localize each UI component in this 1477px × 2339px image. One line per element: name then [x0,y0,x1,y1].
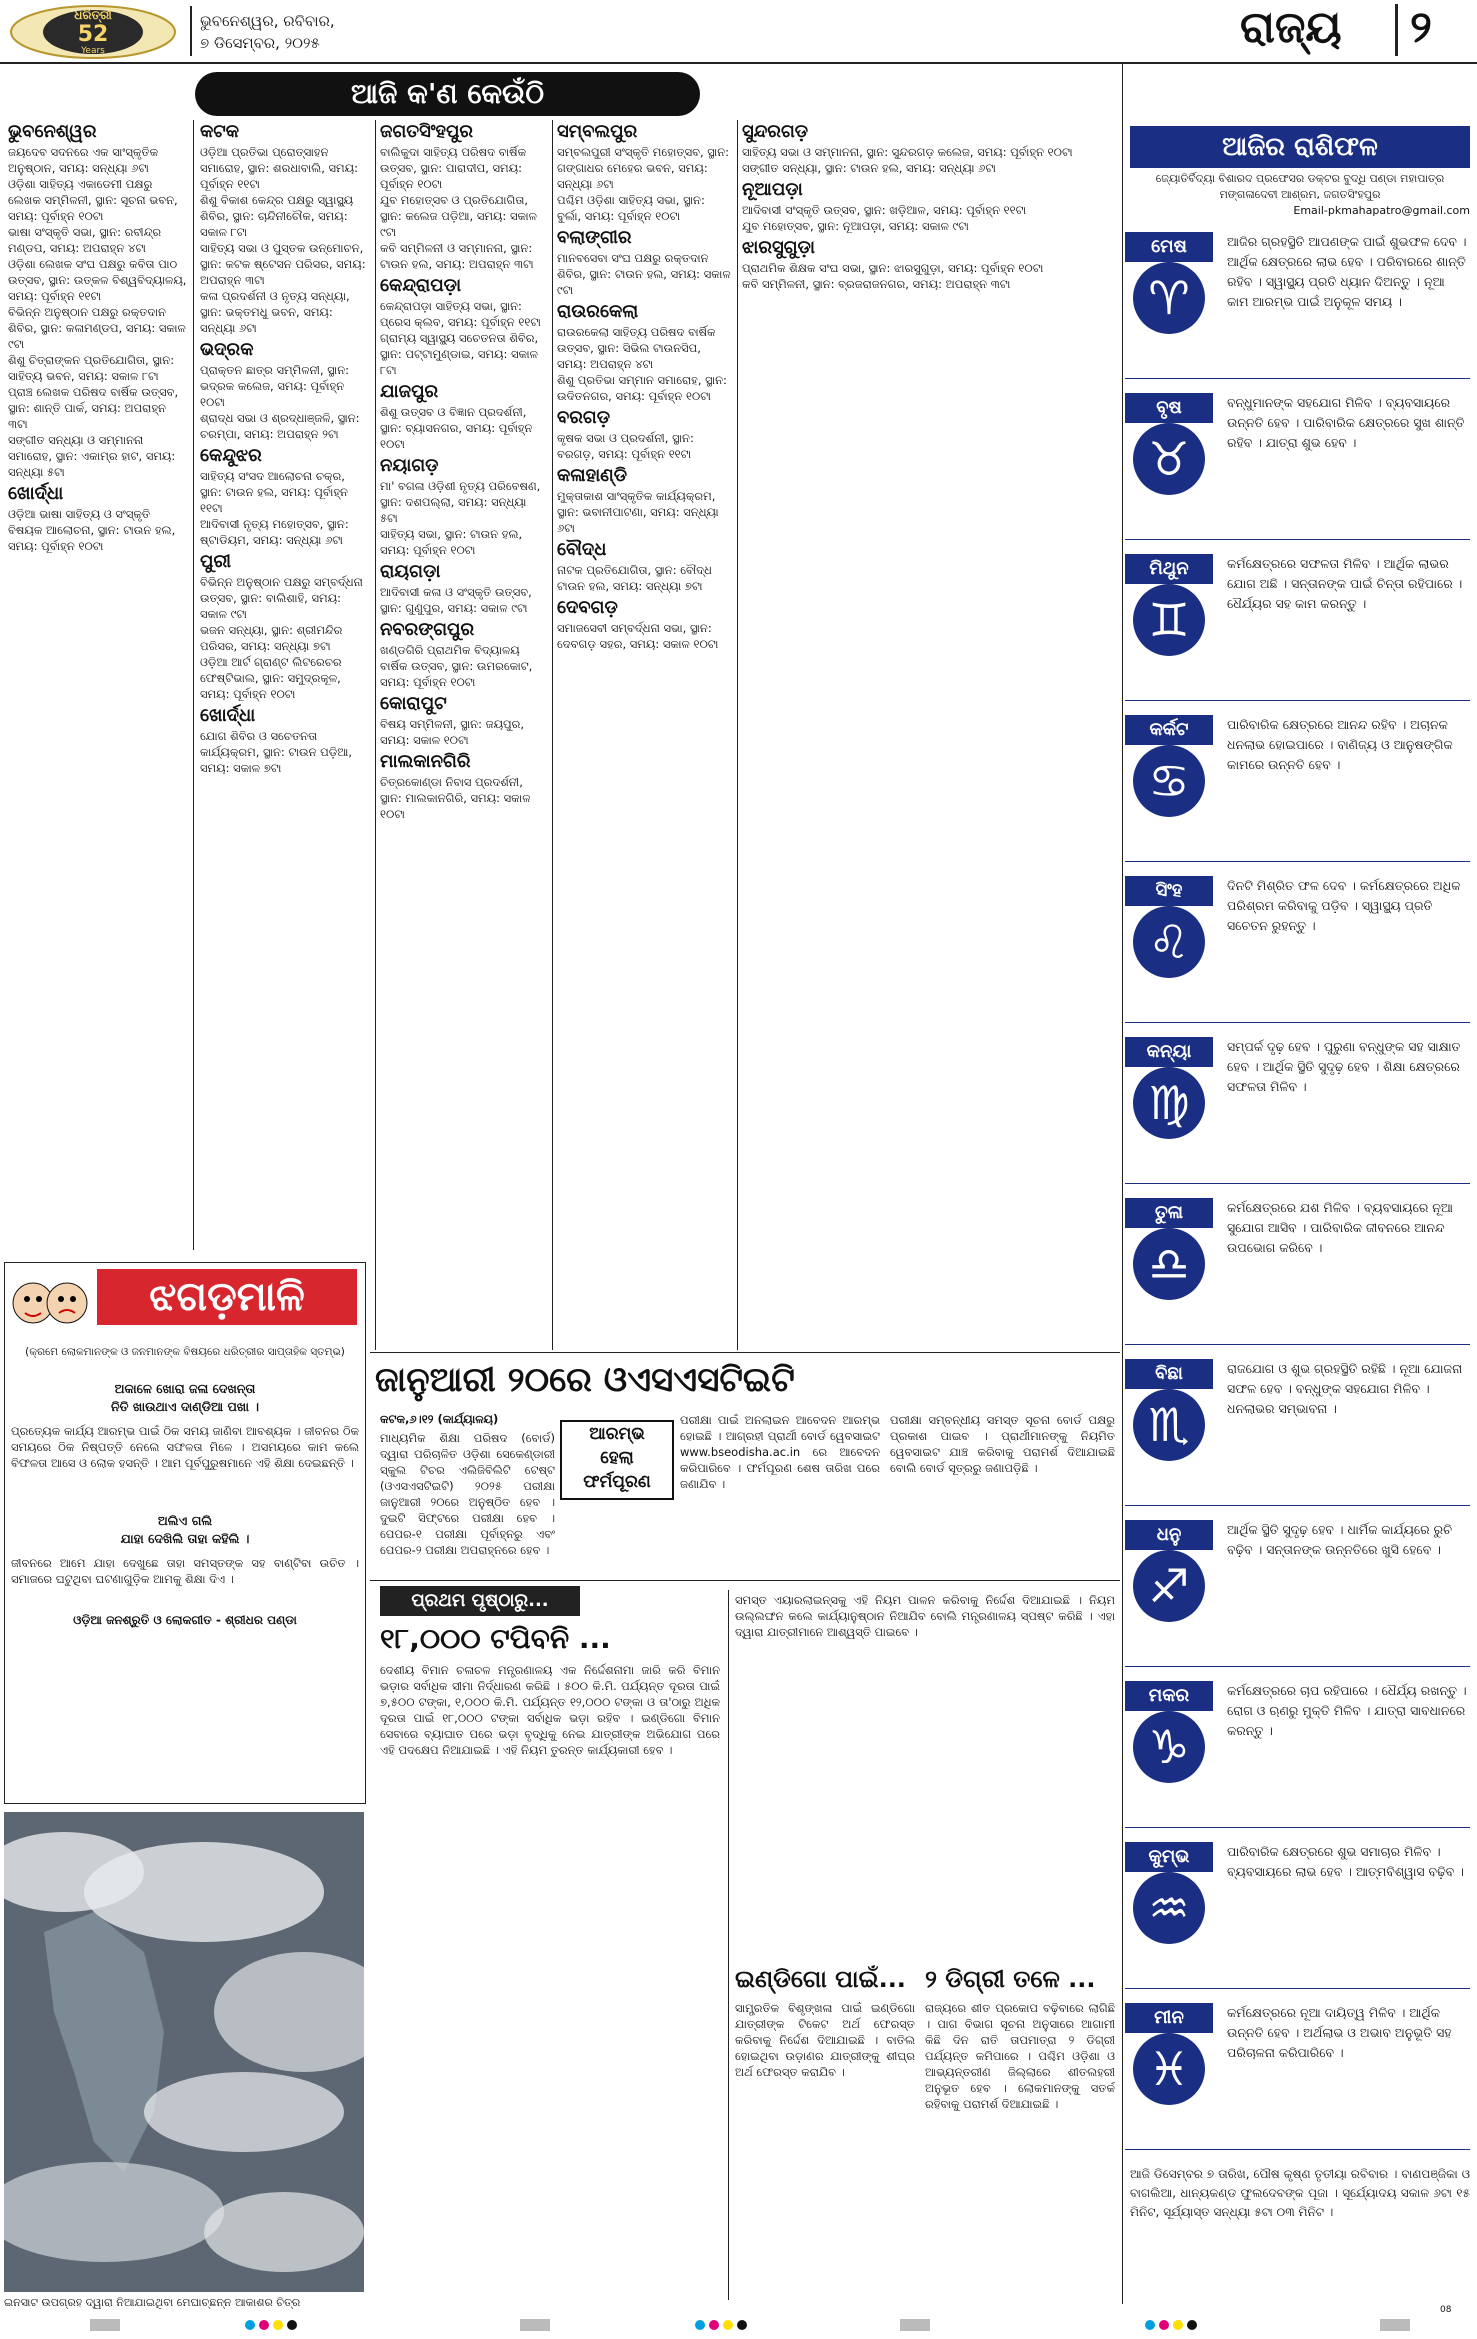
zodiac-forecast-text: ବନ୍ଧୁମାନଙ୍କ ସହଯୋଗ ମିଳିବ । ବ୍ୟବସାୟରେ ଉନ୍ନତି ହେବ । ପାରିବାରିକ କ୍ଷେତ୍ରରେ ସୁଖ ଶାନ୍ତି ରହିବ । ଯାତ୍ରା ଶୁଭ ହେବ । [1227,395,1465,450]
event-city-heading: ବଲାଙ୍ଗୀର [557,227,632,248]
event-item: ଓଡ଼ିଶା ସାହିତ୍ୟ ଏକାଡେମୀ ପକ୍ଷରୁ ଲେଖକ ସମ୍ମିଳନୀ, ସ୍ଥାନ: ସୂଚନା ଭବନ, ସମୟ: ପୂର୍ବାହ୍ନ ୧୦ଟା [8,177,178,223]
zodiac-entry [1125,1838,1475,1988]
event-item: ଶ୍ରାଦ୍ଧ ସଭା ଓ ଶ୍ରଦ୍ଧାଞ୍ଜଳି, ସ୍ଥାନ: ଚରମ୍ପା, ସମୟ: ଅପରାହ୍ନ ୨ଟା [200,411,360,441]
zodiac-entry [1125,1677,1475,1827]
jhagadamali-body: ପ୍ରତ୍ୟେକ କାର୍ଯ୍ୟ ଆରମ୍ଭ ପାଇଁ ଠିକ ସମୟ ଜାଣିବା ଆବଶ୍ୟକ । ଜୀବନର ଠିକ ସମୟରେ ଠିକ ନିଷ୍ପତ୍ତି ନେଲେ ସଫଳତା ମିଳେ । ଅସମୟରେ କାମ କଲେ ବିଫଳତା ଆସେ ଓ ଲୋକ ହସନ୍ତି । ଆମ ପୂର୍ବପୁରୁଷମାନେ ଏହି ଶିକ୍ଷା ଦେଇଛନ୍ତି । [11,1424,359,1470]
zodiac-name-label: କୁମ୍ଭ [1125,1842,1213,1872]
jhagadamali-title: ଝଗଡ଼ମାଳି [97,1269,357,1325]
event-item: ଓଡ଼ିଶା ଲେଖକ ସଂଘ ପକ୍ଷରୁ କବିତା ପାଠ ଉତ୍ସବ, ସ୍ଥାନ: ଉତ୍କଳ ବିଶ୍ୱବିଦ୍ୟାଳୟ, ସମୟ: ପୂର୍ବାହ୍ନ ୧୧ଟା [8,257,187,303]
event-item: ଭାଷା ସଂସ୍କୃତି ସଭା, ସ୍ଥାନ: ରବୀନ୍ଦ୍ର ମଣ୍ଡପ, ସମୟ: ଅପରାହ୍ନ ୪ଟା [8,225,162,255]
event-item: ମୁକ୍ତାକାଶ ସାଂସ୍କୃତିକ କାର୍ଯ୍ୟକ୍ରମ, ସ୍ଥାନ: ଭବାନୀପାଟଣା, ସମୟ: ସନ୍ଧ୍ୟା ୬ଟା [557,489,719,535]
osstet-box-line3: ଫର୍ମପୂରଣ [583,1472,651,1492]
event-city-heading: ପୁରୀ [200,551,232,572]
event-item: କେନ୍ଦ୍ରାପଡ଼ା ସାହିତ୍ୟ ସଭା, ସ୍ଥାନ: ପ୍ରେସ କ୍ଲବ, ସମୟ: ପୂର୍ବାହ୍ନ ୧୧ଟା [380,299,541,329]
event-city-heading: ନୂଆପଡ଼ା [742,179,803,200]
event-city-heading: ସମ୍ବଲପୁର [557,121,638,142]
event-city-heading: ବୌଦ୍ଧ [557,539,607,560]
zodiac-sign-icon: ♋ [1133,745,1205,817]
event-item: କଳା ପ୍ରଦର୍ଶନୀ ଓ ନୃତ୍ୟ ସନ୍ଧ୍ୟା, ସ୍ଥାନ: ଭକ୍ତମଧୁ ଭବନ, ସମୟ: ସନ୍ଧ୍ୟା ୬ଟା [200,289,350,335]
zodiac-name-label: ମୀନ [1125,2003,1213,2033]
event-city-heading: କଳାହାଣ୍ଡି [557,465,628,486]
dateline-2: ୭ ଡିସେମ୍ବର, ୨୦୨୫ [200,34,320,52]
event-item: ପଶ୍ଚିମ ଓଡ଼ିଶା ସାହିତ୍ୟ ସଭା, ସ୍ଥାନ: ବୁର୍ଲା, ସମୟ: ପୂର୍ବାହ୍ନ ୧୦ଟା [557,193,705,223]
event-item: ଜୟଦେବ ସଦନରେ ଏକ ସାଂସ୍କୃତିକ ଅନୁଷ୍ଠାନ, ସମୟ: ସନ୍ଧ୍ୟା ୬ଟା [8,145,159,175]
zodiac-divider [1125,1183,1470,1184]
zodiac-forecast-text: ପାରିବାରିକ କ୍ଷେତ୍ରରେ ଶୁଭ ସମାଚାର ମିଳିବ । ବ୍ୟବସାୟରେ ଲାଭ ହେବ । ଆତ୍ମବିଶ୍ୱାସ ବଢ଼ିବ । [1227,1844,1464,1879]
event-item: ନାଟକ ପ୍ରତିଯୋଗିତା, ସ୍ଥାନ: ବୌଦ୍ଧ ଟାଉନ ହଲ, ସମୟ: ସନ୍ଧ୍ୟା ୭ଟା [557,563,712,593]
jhagadamali-header [5,1263,365,1343]
event-city-heading: ଝାରସୁଗୁଡ଼ା [742,237,815,258]
zodiac-divider [1125,1344,1470,1345]
footer-registration-marks [0,2313,1477,2333]
event-item: ସମାଜସେବୀ ସମ୍ବର୍ଦ୍ଧନା ସଭା, ସ୍ଥାନ: ଦେବଗଡ଼ ସହର, ସମୟ: ସକାଳ ୧୦ଟା [557,621,719,651]
event-item: ଓଡ଼ିଆ ଭାଷା ସାହିତ୍ୟ ଓ ସଂସ୍କୃତି ବିଷୟକ ଆଲୋଚନା, ସ୍ଥାନ: ଟାଉନ ହଲ, ସମୟ: ପୂର୍ବାହ୍ନ ୧୦ଟା [8,507,176,553]
zodiac-forecast-text: ଦିନଟି ମିଶ୍ରିତ ଫଳ ଦେବ । କର୍ମକ୍ଷେତ୍ରରେ ଅଧିକ ପରିଶ୍ରମ କରିବାକୁ ପଡ଼ିବ । ସ୍ୱାସ୍ଥ୍ୟ ପ୍ରତି ସଚେତନ ରୁହନ୍ତୁ । [1227,878,1461,933]
event-city-heading: ଭଦ୍ରକ [200,339,254,360]
event-item: ଖଣ୍ଡଗିରି ପ୍ରାଥମିକ ବିଦ୍ୟାଳୟ ବାର୍ଷିକ ଉତ୍ସବ, ସ୍ଥାନ: ଉମରକୋଟ, ସମୟ: ପୂର୍ବାହ୍ନ ୧୦ଟା [380,643,533,689]
zodiac-name-label: ତୁଳା [1125,1198,1213,1228]
zodiac-name-label: ମକର [1125,1681,1213,1711]
zodiac-entry [1125,228,1475,378]
zodiac-sign-icon: ♎ [1133,1228,1205,1300]
rashiphala-banner [1130,126,1470,168]
panjika: ଆଜି ଡିସେମ୍ବର ୭ ତାରିଖ, ପୌଷ କୃଷ୍ଣ ତୃତୀୟା ରବିବାର । ବାଣପଞ୍ଜିକା ଓ ବାଗଲିଆ, ଧାନ୍ୟକଣ୍ଡ ଫୁଲଦେବଙ୍କ ପୂଜା । ସୂର୍ଯ୍ୟୋଦୟ ସକାଳ ୬ଟା ୧୫ ମିନିଟ, ସୂର୍ଯ୍ୟାସ୍ତ ସନ୍ଧ୍ୟା ୫ଟା ୦୩ ମିନିଟ । [1130,2167,1470,2219]
events-col-5 [742,118,1117,1348]
zodiac-divider [1125,378,1470,379]
event-item: ଭଜନ ସନ୍ଧ୍ୟା, ସ୍ଥାନ: ଶ୍ରୀମନ୍ଦିର ପରିସର, ସମୟ: ସନ୍ଧ୍ୟା ୭ଟା [200,623,343,653]
zodiac-sign-icon: ♈ [1133,262,1205,334]
event-city-heading: କେନ୍ଦ୍ରାପଡ଼ା [380,275,462,296]
logo-years: 52 [77,22,109,47]
event-city-heading: ସୁନ୍ଦରଗଡ଼ [742,121,809,142]
event-item: ମା' ବଗଳା ଓଡ଼ିଶୀ ନୃତ୍ୟ ପରିବେଷଣ, ସ୍ଥାନ: ଦଶପଲ୍ଲା, ସମୟ: ସନ୍ଧ୍ୟା ୫ଟା [380,479,541,525]
event-item: ଯୋଗ ଶିବିର ଓ ସଚେତନତା କାର୍ଯ୍ୟକ୍ରମ, ସ୍ଥାନ: ଟାଉନ ପଡ଼ିଆ, ସମୟ: ସକାଳ ୭ଟା [200,729,353,775]
osstet-body-2: ପରୀକ୍ଷା ପାଇଁ ଅନଲାଇନ ଆବେଦନ ଆରମ୍ଭ ହୋଇଛି । ଆଗ୍ରହୀ ପ୍ରାର୍ଥୀ ବୋର୍ଡ ୱେବସାଇଟ www.bseodisha.ac.in ରେ ଆବେଦନ କରିପାରିବେ । ଫର୍ମପୂରଣ ଶେଷ ତାରିଖ ପରେ ଜଣାଯିବ । [680,1413,880,1491]
event-item: ଶିଶୁ ଉତ୍ସବ ଓ ବିଜ୍ଞାନ ପ୍ରଦର୍ଶନୀ, ସ୍ଥାନ: ବ୍ୟାସନଗର, ସମୟ: ପୂର୍ବାହ୍ନ ୧୦ଟା [380,405,533,451]
event-item: ବିଷୟ ସମ୍ମିଳନୀ, ସ୍ଥାନ: ଜୟପୁର, ସମୟ: ସକାଳ ୧୦ଟା [380,717,525,747]
logo-years-label: Years [81,46,105,56]
zodiac-entry [1125,1194,1475,1344]
osstet-box-line1: ଆରମ୍ଭ [589,1424,645,1444]
zodiac-entry [1125,711,1475,861]
jhagadamali-body2: ଜୀବନରେ ଆମେ ଯାହା ଦେଖୁଛେ ତାହା ସମସ୍ତଙ୍କ ସହ ବାଣ୍ଟିବା ଉଚିତ । ସମାଜରେ ଘଟୁଥିବା ଘଟଣାଗୁଡ଼ିକ ଆମକୁ ଶିକ୍ଷା ଦିଏ । [11,1556,359,1586]
event-item: କବି ସମ୍ମିଳନୀ ଓ ସମ୍ମାନନା, ସ୍ଥାନ: ଟାଉନ ହଲ, ସମୟ: ଅପରାହ୍ନ ୩ଟା [380,241,534,271]
event-item: ବାଲିକୁଦା ସାହିତ୍ୟ ପରିଷଦ ବାର୍ଷିକ ଉତ୍ସବ, ସ୍ଥାନ: ପାରାଦୀପ, ସମୟ: ପୂର୍ବାହ୍ନ ୧୦ଟା [380,145,527,191]
event-item: ପ୍ରାଥମିକ ଶିକ୍ଷକ ସଂଘ ସଭା, ସ୍ଥାନ: ଝାରସୁଗୁଡ଼ା, ସମୟ: ପୂର୍ବାହ୍ନ ୧୦ଟା [742,261,1044,275]
zodiac-forecast-text: ପାରିବାରିକ କ୍ଷେତ୍ରରେ ଆନନ୍ଦ ରହିବ । ଅଚାନକ ଧନଲାଭ ହୋଇପାରେ । ବାଣିଜ୍ୟ ଓ ଆନୁଷଙ୍ଗିକ କାମରେ ଉନ୍ନତି ହେବ । [1227,717,1453,772]
events-col-1 [8,118,188,1248]
zodiac-forecast-text: ରାଜଯୋଗ ଓ ଶୁଭ ଗ୍ରହସ୍ଥିତି ରହିଛି । ନୂଆ ଯୋଜନା ସଫଳ ହେବ । ବନ୍ଧୁଙ୍କ ସହଯୋଗ ମିଳିବ । ଧନଲାଭର ସମ୍ଭାବନା । [1227,1361,1463,1416]
astrologer-line1: ଜ୍ୟୋତିର୍ବିଦ୍ୟା ବିଶାରଦ ପ୍ରଫେସର ଡକ୍ଟର ବୁଦ୍ଧି ପଣ୍ଡା ମହାପାତ୍ର [1155,172,1445,185]
zodiac-sign-icon: ♉ [1133,423,1205,495]
event-city-heading: ଜଗତସିଂହପୁର [380,121,474,142]
logo [8,4,178,60]
dateline-1: ଭୁବନେଶ୍ୱର, ରବିବାର, [200,12,335,30]
zodiac-sign-icon: ♍ [1133,1067,1205,1139]
prathama-label: ପ୍ରଥମ ପୃଷ୍ଠାରୁ... [380,1586,580,1616]
zodiac-name-label: କର୍କଟ [1125,715,1213,745]
zodiac-sign-icon: ♐ [1133,1550,1205,1622]
event-city-heading: ଯାଜପୁର [380,381,439,402]
zodiac-divider [1125,1988,1470,1989]
osstet-headline: ଜାନୁଆରୀ ୨୦ରେ ଓଏସଏସଟିଇଟି [375,1360,795,1400]
satellite-weather-image [4,1812,364,2292]
events-col-3 [380,118,545,1348]
zodiac-name-label: ବିଛା [1125,1359,1213,1389]
zodiac-divider [1125,2149,1470,2150]
cartoon-faces-icon [11,1267,91,1339]
jhagadamali-lead4: ଯାହା ଦେଖିଲି ତାହା କହିଲି । [120,1531,250,1546]
zodiac-sign-icon: ♑ [1133,1711,1205,1783]
events-col-4 [557,118,732,1348]
zodiac-sign-icon: ♌ [1133,906,1205,978]
astrologer-line2: ମଙ୍ଗଳାଦେବୀ ଆଶ୍ରମ, ଜଗତସିଂହପୁର [1219,188,1381,201]
zodiac-sign-icon: ♊ [1133,584,1205,656]
event-item: ଆଦିବାସୀ କଳା ଓ ସଂସ୍କୃତି ଉତ୍ସବ, ସ୍ଥାନ: ଗୁଣୁପୁର, ସମୟ: ସକାଳ ୯ଟା [380,585,532,615]
jhagadamali-lead: ଅକାଳେ ଖୋରା ଜଳା ଦେଖନ୍ତା [114,1381,256,1396]
zodiac-sign-icon: ♒ [1133,1872,1205,1944]
zodiac-entry [1125,550,1475,700]
event-item: ଗ୍ରାମ୍ୟ ସ୍ୱାସ୍ଥ୍ୟ ସଚେତନତା ଶିବିର, ସ୍ଥାନ: ପଟ୍ଟାମୁଣ୍ଡାଇ, ସମୟ: ସକାଳ ୮ଟା [380,331,539,377]
event-item: ସାହିତ୍ୟ ସଭା ଓ ପୁସ୍ତକ ଉନ୍ମୋଚନ, ସ୍ଥାନ: କଟକ ଷ୍ଟେସନ ପରିସର, ସମୟ: ଅପରାହ୍ନ ୩ଟା [200,241,366,287]
osstet-body-3: ପରୀକ୍ଷା ସମ୍ବନ୍ଧୀୟ ସମସ୍ତ ସୂଚନା ବୋର୍ଡ ପକ୍ଷରୁ ପ୍ରକାଶ ପାଇବ । ପ୍ରାର୍ଥୀମାନଙ୍କୁ ନିୟମିତ ୱେବସାଇଟ ଯାଞ୍ଚ କରିବାକୁ ପରାମର୍ଶ ଦିଆଯାଇଛି ବୋଲି ବୋର୍ଡ ସୂତ୍ରରୁ ଜଣାପଡ଼ିଛି । [890,1413,1115,1475]
event-item: ବିଭିନ୍ନ ଅନୁଷ୍ଠାନ ପକ୍ଷରୁ ସମ୍ବର୍ଦ୍ଧନା ଉତ୍ସବ, ସ୍ଥାନ: ବାଲିଶାହି, ସମୟ: ସକାଳ ୯ଟା [200,575,363,621]
rashiphala-title: ଆଜିର ରାଶିଫଳ [1222,132,1378,162]
event-city-heading: ବରଗଡ଼ [557,407,611,428]
event-item: ସଙ୍ଗୀତ ସନ୍ଧ୍ୟା ଓ ସମ୍ମାନନା ସମାରୋହ, ସ୍ଥାନ: ଏକାମ୍ର ହାଟ, ସମୟ: ସନ୍ଧ୍ୟା ୫ଟା [8,433,176,479]
zodiac-sign-icon: ♓ [1133,2033,1205,2105]
zodiac-divider [1125,861,1470,862]
jhagadamali-credit: ଓଡ଼ିଆ ଜନଶ୍ରୁତି ଓ ଲୋକଗୀତ - ଶ୍ରୀଧର ପଣ୍ଡା [73,1613,297,1627]
zodiac-name-label: ମିଥୁନ [1125,554,1213,584]
story1-body: ଦେଶୀୟ ବିମାନ ଚଳାଚଳ ମନ୍ତ୍ରଣାଳୟ ଏକ ନିର୍ଦ୍ଦେଶନାମା ଜାରି କରି ବିମାନ ଭଡ଼ାର ସର୍ବାଧିକ ସୀମା ନିର୍ଦ୍ଧାରଣ କରିଛି । ୫୦୦ କି.ମି. ପର୍ଯ୍ୟନ୍ତ ଦୂରତା ପାଇଁ ୭,୫୦୦ ଟଙ୍କା, ୧,୦୦୦ କି.ମି. ପର୍ଯ୍ୟନ୍ତ ୧୨,୦୦୦ ଟଙ୍କା ଓ ତା'ଠାରୁ ଅଧିକ ଦୂରତା ପାଇଁ ୧୮,୦୦୦ ଟଙ୍କା ସର୍ବାଧିକ ଭଡ଼ା ରହିବ । ଇଣ୍ଡିଗୋ ବିମାନ ସେବାରେ ବ୍ୟାଘାତ ପରେ ଭଡ଼ା ବୃଦ୍ଧିକୁ ନେଇ ଯାତ୍ରୀଙ୍କ ଅଭିଯୋଗ ପରେ ଏହି ପଦକ୍ଷେପ ନିଆଯାଇଛି । ଏହି ନିୟମ ତୁରନ୍ତ କାର୍ଯ୍ୟକାରୀ ହେବ । [380,1663,720,1757]
zodiac-forecast-text: ଆଜିର ଗ୍ରହସ୍ଥିତି ଆପଣଙ୍କ ପାଇଁ ଶୁଭଫଳ ଦେବ । ଆର୍ଥିକ କ୍ଷେତ୍ରରେ ଲାଭ ହେବ । ପରିବାରରେ ଶାନ୍ତି ରହିବ । ସ୍ୱାସ୍ଥ୍ୟ ପ୍ରତି ଧ୍ୟାନ ଦିଅନ୍ତୁ । ନୂଆ କାମ ଆରମ୍ଭ ପାଇଁ ଅନୁକୂଳ ସମୟ । [1227,234,1467,309]
zodiac-entry [1125,1033,1475,1183]
jhagadamali-box [4,1262,366,1804]
section-title: ରାଜ୍ୟ [1240,2,1342,53]
osstet-box-line2: ହେଲା [600,1448,634,1468]
event-city-heading: ମାଲକାନଗିରି [380,751,471,772]
event-item: କବି ସମ୍ମିଳନୀ, ସ୍ଥାନ: ବ୍ରଜରାଜନଗର, ସମୟ: ଅପରାହ୍ନ ୩ଟା [742,277,1011,291]
osstet-box [560,1420,674,1500]
astrologer-email: Email-pkmahapatro@gmail.com [1293,204,1470,217]
zodiac-name-label: ସିଂହ [1125,876,1213,906]
event-city-heading: ଭୁବନେଶ୍ୱର [8,121,97,142]
event-item: ଯୁବ ମହୋତ୍ସବ, ସ୍ଥାନ: ନୂଆପଡ଼ା, ସମୟ: ସକାଳ ୯ଟା [742,219,969,233]
event-item: ସମ୍ବଲପୁରୀ ସଂସ୍କୃତି ମହୋତ୍ସବ, ସ୍ଥାନ: ଗଙ୍ଗାଧର ମେହେର ଭବନ, ସମୟ: ସନ୍ଧ୍ୟା ୬ଟା [557,145,730,191]
zodiac-forecast-text: କର୍ମକ୍ଷେତ୍ରରେ ନୂଆ ଦାୟିତ୍ୱ ମିଳିବ । ଆର୍ଥିକ ଉନ୍ନତି ହେବ । ଅର୍ଥଲାଭ ଓ ଅଭାବ ଅନୁଭୂତି ସହ ପରିଚାଳନା କରିପାରିବେ । [1227,2005,1452,2060]
event-item: ମାନବସେବା ସଂଘ ପକ୍ଷରୁ ରକ୍ତଦାନ ଶିବିର, ସ୍ଥାନ: ଟାଉନ ହଲ, ସମୟ: ସକାଳ ୯ଟା [557,251,731,297]
story4-body: ରାଜ୍ୟରେ ଶୀତ ପ୍ରକୋପ ବଢ଼ିବାରେ ଲାଗିଛି । ପାଗ ବିଭାଗ ସୂଚନା ଅନୁସାରେ ଆଗାମୀ କିଛି ଦିନ ରାତି ତାପମାତ୍ରା ୨ ଡିଗ୍ରୀ ପର୍ଯ୍ୟନ୍ତ କମିପାରେ । ପଶ୍ଚିମ ଓଡ଼ିଶା ଓ ଆଭ୍ୟନ୍ତରୀଣ ଜିଲ୍ଲାରେ ଶୀତଲହରୀ ଅନୁଭୂତ ହେବ । ଲୋକମାନଙ୍କୁ ସତର୍କ ରହିବାକୁ ପରାମର୍ଶ ଦିଆଯାଇଛି । [925,2001,1115,2111]
zodiac-sign-icon: ♏ [1133,1389,1205,1461]
zodiac-divider [1125,700,1470,701]
event-city-heading: ଦେବଗଡ଼ [557,597,618,618]
page-number: ୨ [1410,2,1432,53]
zodiac-divider [1125,1666,1470,1667]
event-item: ଆଦିବାସୀ ସଂସ୍କୃତି ଉତ୍ସବ, ସ୍ଥାନ: ଖଡ଼ିଆଳ, ସମୟ: ପୂର୍ବାହ୍ନ ୧୧ଟା [742,203,1027,217]
event-item: ଓଡ଼ିଆ ପ୍ରତିଭା ପ୍ରୋତ୍ସାହନ ସମାରୋହ, ସ୍ଥାନ: ଶରଧାବାଲି, ସମୟ: ପୂର୍ବାହ୍ନ ୧୧ଟା [200,145,358,191]
event-item: ସାହିତ୍ୟ ସଂସଦ ଆଲୋଚନା ଚକ୍ର, ସ୍ଥାନ: ଟାଉନ ହଲ, ସମୟ: ପୂର୍ବାହ୍ନ ୧୧ଟା [200,469,348,515]
events-col-2 [200,118,370,1348]
zodiac-forecast-text: ଆର୍ଥିକ ସ୍ଥିତି ସୁଦୃଢ଼ ହେବ । ଧାର୍ମିକ କାର୍ଯ୍ୟରେ ରୁଚି ବଢ଼ିବ । ସନ୍ତାନଙ୍କ ଉନ୍ନତିରେ ଖୁସି ହେବେ । [1227,1522,1452,1557]
dateline [200,10,335,54]
zodiac-entry [1125,1999,1475,2149]
print-color-marks-icon [0,2313,1477,2333]
event-city-heading: ନୟାଗଡ଼ [380,455,439,476]
osstet-dateline: କଟକ,୬।୧୨ (କାର୍ଯ୍ୟାଳୟ) [380,1412,499,1426]
jhagadamali-subtitle: (କ୍ରମେ ଲୋକମାନଙ୍କ ଓ ଜନମାନଙ୍କ ବିଷୟରେ ଧରିତ୍ରୀର ସାପ୍ତାହିକ ସ୍ତମ୍ଭ) [25,1346,345,1358]
zodiac-name-label: ଧନୁ [1125,1520,1213,1550]
event-item: ସାହିତ୍ୟ ସଭା, ସ୍ଥାନ: ଟାଉନ ହଲ, ସମୟ: ପୂର୍ବାହ୍ନ ୧୦ଟା [380,527,523,557]
jhagadamali-lead2: ନିତି ଖାଉଥାଏ ଦାଣ୍ଡିଆ ପଖା । [111,1399,259,1414]
zodiac-name-label: କନ୍ୟା [1125,1037,1213,1067]
event-city-heading: କୋରାପୁଟ [380,693,447,714]
event-item: କୃଷକ ସଭା ଓ ପ୍ରଦର୍ଶନୀ, ସ୍ଥାନ: ବରଗଡ଼, ସମୟ: ପୂର୍ବାହ୍ନ ୧୧ଟା [557,431,694,461]
zodiac-name-label: ମେଷ [1125,232,1213,262]
zodiac-name-label: ବୃଷ [1125,393,1213,423]
event-item: ଶିଶୁ ଚିତ୍ରାଙ୍କନ ପ୍ରତିଯୋଗିତା, ସ୍ଥାନ: ସାହିତ୍ୟ ଭବନ, ସମୟ: ସକାଳ ୮ଟା [8,353,175,383]
zodiac-forecast-text: କର୍ମକ୍ଷେତ୍ରରେ ସଫଳତା ମିଳିବ । ଆର୍ଥିକ ଲାଭର ଯୋଗ ଅଛି । ସନ୍ତାନଙ୍କ ପାଇଁ ଚିନ୍ତା ରହିପାରେ । ଧୈର୍ଯ୍ୟର ସହ କାମ କରନ୍ତୁ । [1227,556,1463,611]
zodiac-forecast-text: ସମ୍ପର୍କ ଦୃଢ଼ ହେବ । ପୁରୁଣା ବନ୍ଧୁଙ୍କ ସହ ସାକ୍ଷାତ ହେବ । ଆର୍ଥିକ ସ୍ଥିତି ସୁଦୃଢ଼ ହେବ । ଶିକ୍ଷା କ୍ଷେତ୍ରରେ ସଫଳତା ମିଳିବ । [1227,1039,1461,1094]
zodiac-divider [1125,1022,1470,1023]
zodiac-divider [1125,1505,1470,1506]
event-item: ଚିତ୍ରକୋଣ୍ଡା ନିବାସ ପ୍ରଦର୍ଶନୀ, ସ୍ଥାନ: ମାଲକାନଗିରି, ସମୟ: ସକାଳ ୧୦ଟା [380,775,531,821]
event-city-heading: ଖୋର୍ଦ୍ଧା [200,705,256,726]
event-city-heading: ନବରଙ୍ଗପୁର [380,619,475,640]
story2-body: ସମସ୍ତ ଏୟାରଲାଇନ୍ସକୁ ଏହି ନିୟମ ପାଳନ କରିବାକୁ ନିର୍ଦ୍ଦେଶ ଦିଆଯାଇଛି । ନିୟମ ଉଲ୍ଲଙ୍ଘନ କଲେ କାର୍ଯ୍ୟାନୁଷ୍ଠାନ ନିଆଯିବ ବୋଲି ମନ୍ତ୍ରଣାଳୟ ସ୍ପଷ୍ଟ କରିଛି । ଏହା ଦ୍ୱାରା ଯାତ୍ରୀମାନେ ଆଶ୍ୱସ୍ତି ପାଇବେ । [735,1593,1115,1639]
logo-text: ଧରିତ୍ରୀ [74,8,112,22]
zodiac-forecast-text: କର୍ମକ୍ଷେତ୍ରରେ ଯଶ ମିଳିବ । ବ୍ୟବସାୟରେ ନୂଆ ସୁଯୋଗ ଆସିବ । ପାରିବାରିକ ଜୀବନରେ ଆନନ୍ଦ ଉପଭୋଗ କରିବେ । [1227,1200,1453,1255]
story1-title: ୧୮,୦୦୦ ଟପିବନି ... [380,1622,611,1655]
event-city-heading: ଖୋର୍ଦ୍ଧା [8,483,64,504]
zodiac-entry [1125,389,1475,539]
event-item: ପ୍ରାଞ୍ଚ ଲେଖକ ପରିଷଦ ବାର୍ଷିକ ଉତ୍ସବ, ସ୍ଥାନ: ଶାନ୍ତି ପାର୍କ, ସମୟ: ଅପରାହ୍ନ ୩ଟା [8,385,179,431]
event-item: ପ୍ରାକ୍ତନ ଛାତ୍ର ସମ୍ମିଳନୀ, ସ୍ଥାନ: ଭଦ୍ରକ କଲେଜ, ସମୟ: ପୂର୍ବାହ୍ନ ୧୦ଟା [200,363,349,409]
event-city-heading: କେନ୍ଦୁଝର [200,445,262,466]
events-banner-title: ଆଜି କ'ଣ କେଉଁଠି [350,77,545,110]
zodiac-entry [1125,872,1475,1022]
masthead [0,0,1477,60]
story3-body: ସାମ୍ପ୍ରତିକ ବିଶୃଙ୍ଖଳା ପାଇଁ ଇଣ୍ଡିଗୋ ଯାତ୍ରୀଙ୍କ ଟିକେଟ ଅର୍ଥ ଫେରସ୍ତ କରିବାକୁ ନିର୍ଦ୍ଦେଶ ଦିଆଯାଇଛି । ବାତିଲ ହୋଇଥିବା ଉଡ଼ାଣର ଯାତ୍ରୀଙ୍କୁ ଶୀଘ୍ର ଅର୍ଥ ଫେରସ୍ତ କରାଯିବ । [735,2001,915,2079]
event-item: ଓଡ଼ିଆ ଆର୍ଟ ଗ୍ରାଣ୍ଟ ଲିଟରେଚର ଫେଷ୍ଟିଭାଲ, ସ୍ଥାନ: ସମୁଦ୍ରକୂଳ, ସମୟ: ପୂର୍ବାହ୍ନ ୧୦ଟା [200,655,342,701]
zodiac-divider [1125,1827,1470,1828]
cloud-map-graphic [4,1812,364,2292]
zodiac-entry [1125,1355,1475,1505]
zodiac-divider [1125,539,1470,540]
event-city-heading: ରାଉରକେଲା [557,301,639,322]
footer [0,2305,1477,2339]
events-banner [195,72,700,116]
zodiac-entry [1125,1516,1475,1666]
zodiac-forecast-text: କର୍ମକ୍ଷେତ୍ରରେ ଚାପ ରହିପାରେ । ଧୈର୍ଯ୍ୟ ରଖନ୍ତୁ । ରୋଗ ଓ ଋଣରୁ ମୁକ୍ତି ମିଳିବ । ଯାତ୍ରା ସାବଧାନରେ କରନ୍ତୁ । [1227,1683,1467,1738]
jhagadamali-lead3: ଅଲିଏ ଗଲି [157,1513,213,1528]
footer-page-number: 08 [1440,2305,1452,2315]
event-item: ସଙ୍ଗୀତ ସନ୍ଧ୍ୟା, ସ୍ଥାନ: ଟାଉନ ହଲ, ସମୟ: ସନ୍ଧ୍ୟା ୬ଟା [742,161,996,175]
event-city-heading: ରାୟଗଡ଼ା [380,561,441,582]
event-item: ଶିଶୁ ବିକାଶ କେନ୍ଦ୍ର ପକ୍ଷରୁ ସ୍ୱାସ୍ଥ୍ୟ ଶିବିର, ସ୍ଥାନ: ଚାନ୍ଦିନୀଚୌକ, ସମୟ: ସକାଳ ୮ଟା [200,193,354,239]
event-city-heading: କଟକ [200,121,240,142]
event-item: ବିଭିନ୍ନ ଅନୁଷ୍ଠାନ ପକ୍ଷରୁ ରକ୍ତଦାନ ଶିବିର, ସ୍ଥାନ: କଳାମଣ୍ଡପ, ସମୟ: ସକାଳ ୯ଟା [8,305,186,351]
event-item: ସାହିତ୍ୟ ସଭା ଓ ସମ୍ମାନନା, ସ୍ଥାନ: ସୁନ୍ଦରଗଡ଼ କଲେଜ, ସମୟ: ପୂର୍ବାହ୍ନ ୧୦ଟା [742,145,1073,159]
event-item: ଶିଶୁ ପ୍ରତିଭା ସମ୍ମାନ ସମାରୋହ, ସ୍ଥାନ: ଉଦିତନଗର, ସମୟ: ପୂର୍ବାହ୍ନ ୧୦ଟା [557,373,727,403]
event-item: ଯୁବ ମହୋତ୍ସବ ଓ ପ୍ରତିଯୋଗିତା, ସ୍ଥାନ: କଲେଜ ପଡ଼ିଆ, ସମୟ: ସକାଳ ୯ଟା [380,193,537,239]
event-item: ଆଦିବାସୀ ନୃତ୍ୟ ମହୋତ୍ସବ, ସ୍ଥାନ: ଷ୍ଟାଡିୟମ, ସମୟ: ସନ୍ଧ୍ୟା ୬ଟା [200,517,349,547]
story3-title: ଇଣ୍ଡିଗୋ ପାଇଁ... [735,1965,906,1993]
osstet-body-1: ମାଧ୍ୟମିକ ଶିକ୍ଷା ପରିଷଦ (ବୋର୍ଡ) ଦ୍ୱାରା ପରିଚାଳିତ ଓଡ଼ିଶା ସେକେଣ୍ଡାରୀ ସ୍କୁଲ ଟିଚର ଏଲିଜିବିଲିଟି ଟେଷ୍ଟ (ଓଏସଏସଟିଇଟି) ୨୦୨୫ ପରୀକ୍ଷା ଜାନୁଆରୀ ୨୦ରେ ଅନୁଷ୍ଠିତ ହେବ । ଦୁଇଟି ସିଫ୍ଟରେ ପରୀକ୍ଷା ହେବ । ପେପର-୧ ପରୀକ୍ଷା ପୂର୍ବାହ୍ନରୁ ଏବଂ ପେପର-୨ ପରୀକ୍ଷା ଅପରାହ୍ନରେ ହେବ । [380,1431,555,1557]
weather-caption: ଇନସାଟ ଉପଗ୍ରହ ଦ୍ୱାରା ନିଆଯାଇଥିବା ମେଘାଚ୍ଛନ୍ନ ଆକାଶର ଚିତ୍ର [4,2296,301,2309]
story4-title: ୨ ଡିଗ୍ରୀ ତଳେ ... [925,1965,1096,1993]
event-item: ରାଉରକେଲା ସାହିତ୍ୟ ପରିଷଦ ବାର୍ଷିକ ଉତ୍ସବ, ସ୍ଥାନ: ସିଭିଲ ଟାଉନସିପ, ସମୟ: ଅପରାହ୍ନ ୪ଟା [557,325,716,371]
